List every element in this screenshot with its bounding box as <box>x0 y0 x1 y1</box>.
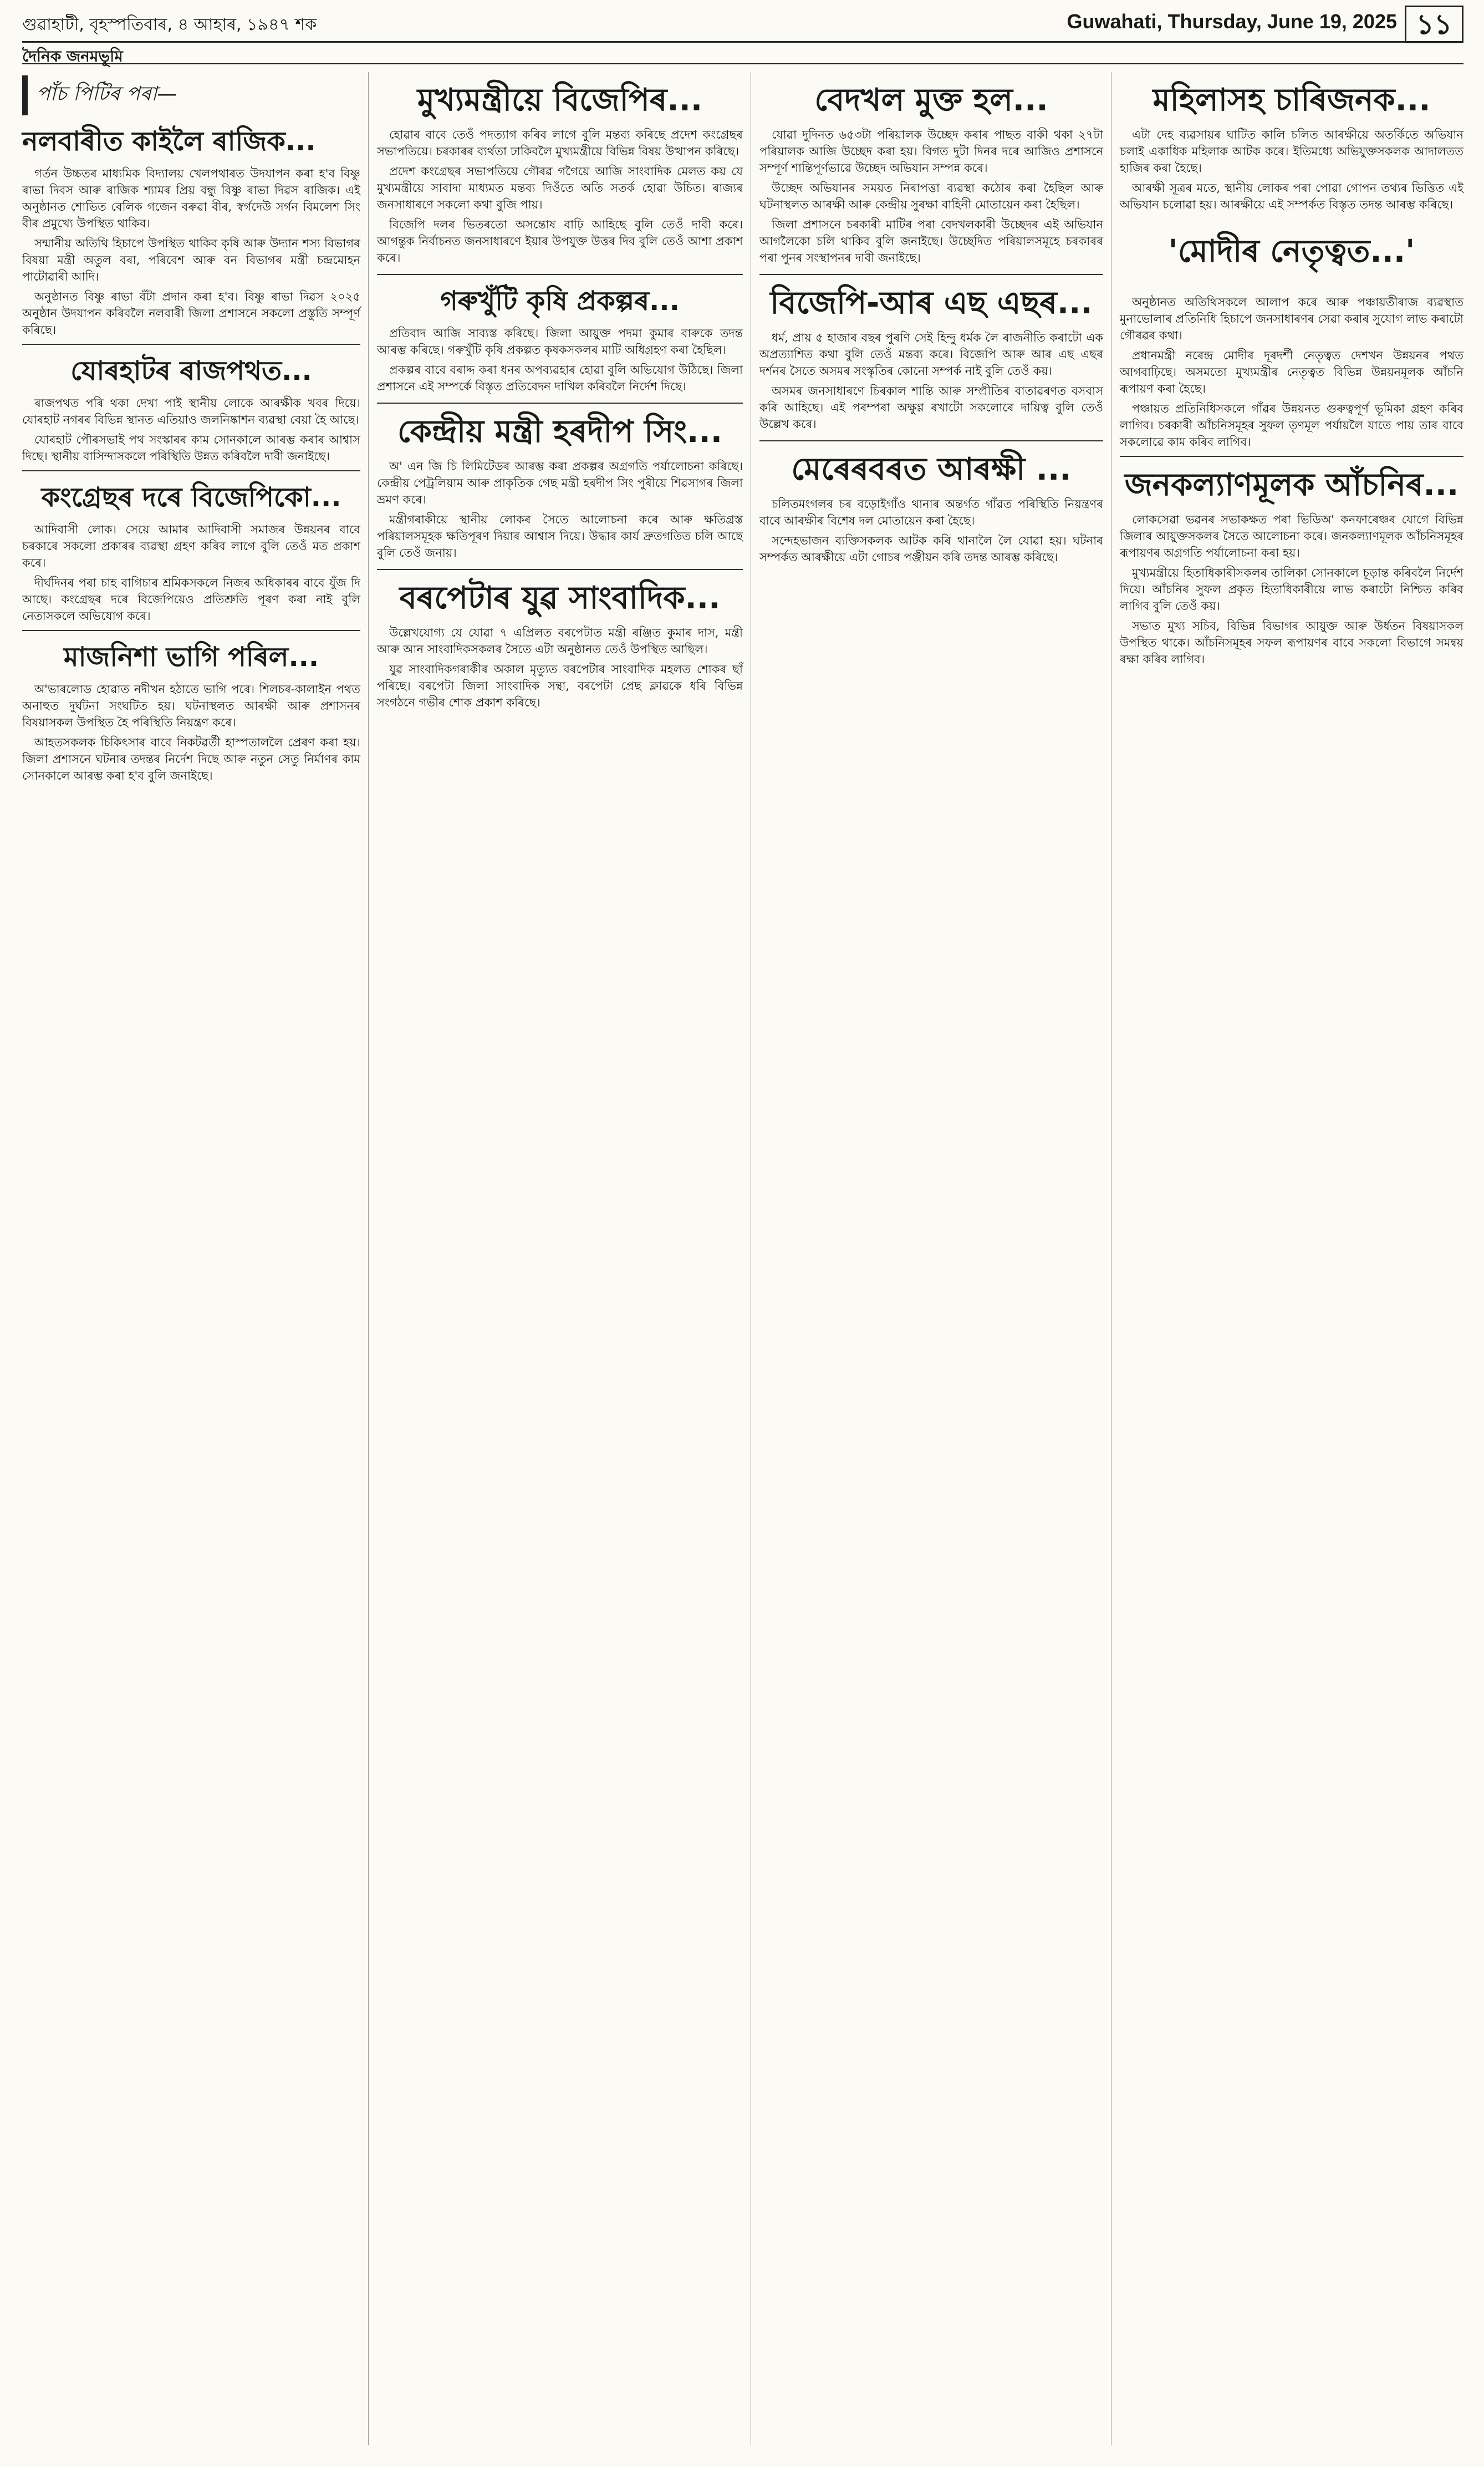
divider <box>759 274 1103 275</box>
headline-hardeep-singh: কেন্দ্ৰীয় মন্ত্ৰী হৰদীপ সিং... <box>397 414 723 450</box>
page-number: ১১ <box>1405 6 1463 43</box>
article-paragraph: পঞ্চায়ত প্ৰতিনিধিসকলে গাঁৱৰ উন্নয়নত গুৰুত্বপূৰ্ণ ভূমিকা গ্ৰহণ কৰিব লাগিব। চৰকাৰী আঁচনিসমূহৰ সুফল তৃণমূল পৰ্যায়লৈ যাতে পায় তাৰ বাবে সকলোৱে কাম কৰিব লাগিব। <box>1120 402 1463 449</box>
article-paragraph: মন্ত্ৰীগৰাকীয়ে স্থানীয় লোকৰ সৈতে আলোচনা কৰে আৰু ক্ষতিগ্ৰস্ত পৰিয়ালসমূহক ক্ষতিপূৰণ দিয়াৰ আশ্বাস দিয়ে। উদ্ধাৰ কাৰ্য দ্ৰুতগতিত চলি আছে বুলি তেওঁ জনায়। <box>377 513 743 559</box>
article-paragraph: দীৰ্ঘদিনৰ পৰা চাহ বাগিচাৰ শ্ৰমিকসকলে নিজৰ অধিকাৰৰ বাবে যুঁজ দি আছে। কংগ্ৰেছৰ দৰে বিজেপিয়েও প্ৰতিশ্ৰুতি পূৰণ কৰা নাই বুলি নেতাসকলে অভিযোগ কৰে। <box>22 576 360 623</box>
divider <box>1120 456 1463 457</box>
headline-women-arrested: মহিলাসহ চাৰিজনক... <box>1152 82 1431 118</box>
article-paragraph: অ'ভাৰলোড হোৱাত নদীখন হঠাতে ভাগি পৰে। শিলচৰ-কালাইন পথত অনাহুত দুৰ্ঘটনা সংঘটিত হয়। ঘটনাস্থলত আৰক্ষী আৰু প্ৰশাসনৰ বিষয়াসকল উপস্থিত হৈ পৰিস্থিতি নিয়ন্ত্ৰণ কৰে। <box>22 683 360 729</box>
article-paragraph: প্ৰদেশ কংগ্ৰেছৰ সভাপতিয়ে গৌৰৱ গগৈয়ে আজি সাংবাদিক মেলত কয় যে মুখ্যমন্ত্ৰীয়ে সাবাদা মাধ্যমত মন্তব্য দিওঁতে অতি সতৰ্ক হোৱা উচিত। ৰাজ্যৰ জনসাধাৰণে সকলো কথা বুজি পায়। <box>377 165 743 211</box>
article-paragraph: মুখ্যমন্ত্ৰীয়ে হিতাধিকাৰীসকলৰ তালিকা সোনকালে চূড়ান্ত কৰিবলৈ নিৰ্দেশ দিয়ে। আঁচনিৰ সুফল প্ৰকৃত হিতাধিকাৰীয়ে লাভ কৰাটো নিশ্চিত কৰিব লাগিব বুলি তেওঁ কয়। <box>1120 566 1463 613</box>
divider <box>22 344 360 345</box>
article-paragraph: গৰ্তন উচ্চতৰ মাধ্যমিক বিদ্যালয় খেলপথাৰত উদযাপন কৰা হ'ব বিষ্ণু ৰাভা দিবস আৰু ৰাজিক শ্যামৰ প্ৰিয় বন্ধু বিষ্ণু ৰাভা দিৱস ৰাজিক। এই অনুষ্ঠানত শোভিত বেলিক গজেন বৰুৱা বীৰ, স্বৰ্গদেউ সৰ্গন বিমলেশ সিং বীৰ প্ৰমুখ্যে উপস্থিত থাকিব। <box>22 167 360 230</box>
article-paragraph: চলিতমংগলৰ চৰ বড়োইগাঁও থানাৰ অন্তৰ্গত গাঁৱত পৰিস্থিতি নিয়ন্ত্ৰণৰ বাবে আৰক্ষীৰ বিশেষ দল মোতায়েন কৰা হৈছে। <box>759 497 1103 527</box>
pull-quote-modi: 'মোদীৰ নেতৃত্বত...' <box>1168 233 1415 269</box>
headline-bjp-rss: বিজেপি-আৰ এছ এছৰ... <box>770 285 1093 321</box>
article-paragraph: ধৰ্ম, প্ৰায় ৫ হাজাৰ বছৰ পুৰণি সেই হিন্দু ধৰ্মক লৈ ৰাজনীতি কৰাটো এক অপ্ৰত্যাশিত কথা বুলি তেওঁ মন্তব্য কৰে। বিজেপি আৰু আৰ এছ এছৰ দৰ্শনৰ সৈতে অসমৰ সংস্কৃতিৰ কোনো সম্পৰ্ক নাই বুলি তেওঁ কয়। <box>759 331 1103 378</box>
divider <box>759 440 1103 441</box>
divider <box>377 274 743 275</box>
headline-chief-minister: মুখ্যমন্ত্ৰীয়ে বিজেপিৰ... <box>417 82 703 118</box>
divider <box>377 569 743 570</box>
article-paragraph: আদিবাসী লোক। সেয়ে আমাৰ আদিবাসী সমাজৰ উন্নয়নৰ বাবে চৰকাৰে সকলো প্ৰকাৰৰ ব্যৱস্থা গ্ৰহণ কৰিব লাগে বুলি তেওঁ মত প্ৰকাশ কৰে। <box>22 523 360 569</box>
headline-nalbari: নলবাৰীত কাইলৈ ৰাজিক... <box>22 126 316 157</box>
article-paragraph: প্ৰধানমন্ত্ৰী নৰেন্দ্ৰ মোদীৰ দূৰদৰ্শী নেতৃত্বত দেশখন উন্নয়নৰ পথত আগবাঢ়িছে। অসমতো মুখ্যমন্ত্ৰীৰ নেতৃত্বত বিভিন্ন উন্নয়নমূলক আঁচনি ৰূপায়ণ কৰা হৈছে। <box>1120 349 1463 395</box>
divider <box>22 470 360 471</box>
headline-eviction: বেদখল মুক্ত হল... <box>814 82 1048 118</box>
article-paragraph: উচ্ছেদ অভিযানৰ সময়ত নিৰাপত্তা ব্যৱস্থা কঠোৰ কৰা হৈছিল আৰু ঘটনাস্থলত আৰক্ষী আৰু কেন্দ্ৰীয় সুৰক্ষা বাহিনী মোতায়েন কৰা হৈছিল। <box>759 181 1103 211</box>
article-paragraph: প্ৰকল্পৰ বাবে বৰাদ্দ কৰা ধনৰ অপব্যৱহাৰ হোৱা বুলি অভিযোগ উঠিছে। জিলা প্ৰশাসনে এই সম্পৰ্কে বিস্তৃত প্ৰতিবেদন দাখিল কৰিবলৈ নিৰ্দেশ দিছে। <box>377 363 743 393</box>
header-date-english: Guwahati, Thursday, June 19, 2025 <box>1067 10 1397 33</box>
article-paragraph: এটা দেহ ব্যৱসায়ৰ ঘাটিত কালি চলিত আৰক্ষীয়ে অতৰ্কিতে অভিযান চলাই একাধিক মহিলাক আটক কৰে। ইতিমধ্যে অভিযুক্তসকলক আদালতত হাজিৰ কৰা হৈছে। <box>1120 128 1463 175</box>
article-paragraph: অ' এন জি চি লিমিটেডৰ আৰম্ভ কৰা প্ৰকল্পৰ অগ্ৰগতি পৰ্যালোচনা কৰিছে। কেন্দ্ৰীয় পেট্ৰলিয়াম আৰু প্ৰাকৃতিক গেছ মন্ত্ৰী হৰদীপ সিং পুৰীয়ে শিৱসাগৰ জিলা ভ্ৰমণ কৰে। <box>377 460 743 506</box>
headline-police: মেৰেৰবৰত আৰক্ষী ... <box>791 451 1072 487</box>
article-paragraph: আহতসকলক চিকিৎসাৰ বাবে নিকটৱৰ্তী হাস্পতাললৈ প্ৰেৰণ কৰা হয়। জিলা প্ৰশাসনে ঘটনাৰ তদন্তৰ নিৰ্দেশ দিছে আৰু নতুন সেতু নিৰ্মাণৰ কাম সোনকালে আৰম্ভ কৰা হ'ব বুলি জনাইছে। <box>22 736 360 782</box>
headline-garukhuti: গৰুখুঁটি কৃষি প্ৰকল্পৰ... <box>440 286 680 317</box>
article-paragraph: সভাত মুখ্য সচিব, বিভিন্ন বিভাগৰ আয়ুক্ত আৰু উৰ্ধতন বিষয়াসকল উপস্থিত থাকে। আঁচনিসমূহৰ সফল ৰূপায়ণৰ বাবে সকলো বিভাগে সমন্বয় ৰক্ষা কৰিব লাগিব। <box>1120 619 1463 666</box>
headline-barpeta-journalist: বৰপেটাৰ যুৱ সাংবাদিক... <box>399 580 721 616</box>
article-paragraph: আৰক্ষী সূত্ৰৰ মতে, স্থানীয় লোকৰ পৰা পোৱা গোপন তথ্যৰ ভিত্তিত এই অভিযান চলোৱা হয়। আৰক্ষীয়ে এই সম্পৰ্কত বিস্তৃত তদন্ত আৰম্ভ কৰিছে। <box>1120 181 1463 211</box>
article-paragraph: ৰাজপথত পৰি থকা দেখা পাই স্থানীয় লোকে আৰক্ষীক খবৰ দিয়ে। যোৰহাট নগৰৰ বিভিন্ন স্থানত এতিয়াও জলনিষ্কাশন ব্যৱস্থা বেয়া হৈ আছে। <box>22 396 360 426</box>
article-paragraph: অসমৰ জনসাধাৰণে চিৰকাল শান্তি আৰু সম্প্ৰীতিৰ বাতাৱৰণত বসবাস কৰি আহিছে। এই পৰম্পৰা অক্ষুণ্ণ ৰখাটো সকলোৰে দায়িত্ব বুলি তেওঁ উল্লেখ কৰে। <box>759 384 1103 431</box>
column-2 <box>377 72 743 714</box>
article-paragraph: অনুষ্ঠানত অতিথিসকলে আলাপ কৰে আৰু পঞ্চায়তীৰাজ ব্যৱস্থাত মুনাভোলাৰ প্ৰতিনিধি হিচাপে জনসাধাৰণৰ সেৱা কৰাৰ সুযোগ লাভ কৰাটো গৌৰৱৰ কথা। <box>1120 296 1463 342</box>
headline-majnisha: মাজনিশা ভাগি পৰিল... <box>63 642 319 673</box>
article-paragraph: অনুষ্ঠানত বিষ্ণু ৰাভা বঁটা প্ৰদান কৰা হ'ব। বিষ্ণু ৰাভা দিৱস ২০২৫ অনুষ্ঠান উদযাপন কৰিবলৈ নলবাৰী জিলা প্ৰশাসনে সকলো প্ৰস্তুতি সম্পূৰ্ণ কৰিছে। <box>22 290 360 337</box>
article-paragraph: সন্দেহভাজন ব্যক্তিসকলক আটক কৰি থানালৈ লৈ যোৱা হয়। ঘটনাৰ সম্পৰ্কত আৰক্ষীয়ে এটা গোচৰ পঞ্জীয়ন কৰি তদন্ত আৰম্ভ কৰিছে। <box>759 534 1103 564</box>
column-1 <box>22 72 360 787</box>
divider <box>22 630 360 631</box>
header-date-assamese: গুৱাহাটী, বৃহস্পতিবাৰ, ৪ আহাৰ, ১৯৪৭ শক <box>22 15 317 34</box>
newspaper-brand: দৈনিক জনমভূমি <box>22 44 1463 64</box>
article-paragraph: যুৱ সাংবাদিকগৰাকীৰ অকাল মৃত্যুত বৰপেটাৰ সাংবাদিক মহলত শোকৰ ছাঁ পৰিছে। বৰপেটা জিলা সাংবাদিক সন্থা, বৰপেটা প্ৰেছ ক্লাৱকে ধৰি বিভিন্ন সংগঠনে গভীৰ শোক প্ৰকাশ কৰিছে। <box>377 663 743 709</box>
article-paragraph: প্ৰতিবাদ আজি সাব্যস্ত কৰিছে। জিলা আয়ুক্ত পদমা কুমাৰ বাৰুকে তদন্ত আৰম্ভ কৰিছে। গৰুখুঁটি কৃষি প্ৰকল্পত কৃষকসকলৰ মাটি অধিগ্ৰহণ কৰা হৈছিল। <box>377 327 743 357</box>
article-paragraph: যোৰহাট পৌৰসভাই পথ সংস্কাৰৰ কাম সোনকালে আৰম্ভ কৰাৰ আশ্বাস দিছে। স্থানীয় বাসিন্দাসকলে পৰিস্থিতি উন্নত কৰিবলৈ দাবী জনাইছে। <box>22 433 360 463</box>
headline-congress-bjp: কংগ্ৰেছৰ দৰে বিজেপিকো... <box>41 482 341 513</box>
column-3 <box>759 72 1103 569</box>
article-paragraph: জিলা প্ৰশাসনে চৰকাৰী মাটিৰ পৰা বেদখলকাৰী উচ্ছেদৰ এই অভিযান আগলৈকো চলি থাকিব বুলি জনাইছে। উচ্ছেদিত পৰিয়ালসমূহে চৰকাৰৰ পৰা পুনৰ সংস্থাপনৰ দাবী জনাইছে। <box>759 218 1103 264</box>
headline-welfare-schemes: জনকল্যাণমূলক আঁচনিৰ... <box>1124 467 1459 503</box>
page-header <box>22 6 1463 43</box>
article-paragraph: হোৱাৰ বাবে তেওঁ পদত্যাগ কৰিব লাগে বুলি মন্তব্য কৰিছে প্ৰদেশ কংগ্ৰেছৰ সভাপতিয়ে। চৰকাৰৰ ব্যৰ্থতা ঢাকিবলৈ মুখ্যমন্ত্ৰীয়ে বিভিন্ন বিষয় উত্থাপন কৰিছে। <box>377 128 743 158</box>
article-paragraph: বিজেপি দলৰ ভিতৰতো অসন্তোষ বাঢ়ি আহিছে বুলি তেওঁ দাবী কৰে। আগন্তুক নিৰ্বাচনত জনসাধাৰণে ইয়াৰ উপযুক্ত উত্তৰ দিব বুলি তেওঁ আশা প্ৰকাশ কৰে। <box>377 218 743 264</box>
article-paragraph: উল্লেখযোগ্য যে যোৱা ৭ এপ্ৰিলত বৰপেটাত মন্ত্ৰী ৰঞ্জিত কুমাৰ দাস, মন্ত্ৰী আৰু আন সাংবাদিকসকলৰ সৈতে এটা অনুষ্ঠানত তেওঁ উপস্থিত আছিল। <box>377 626 743 656</box>
headline-jorhat: যোৰহাটৰ ৰাজপথত... <box>70 355 312 386</box>
section-tag: পাঁচ পিটিৰ পৰা— <box>22 75 360 115</box>
column-divider <box>368 72 369 2445</box>
divider <box>377 403 743 404</box>
article-paragraph: লোকসেৱা ভৱনৰ সভাকক্ষত পৰা ভিডিঅ' কনফাৰেঞ্চৰ যোগে বিভিন্ন জিলাৰ আয়ুক্তসকলৰ সৈতে আলোচনা কৰে। জনকল্যাণমূলক আঁচনিসমূহৰ ৰূপায়ণৰ অগ্ৰগতি পৰ্যালোচনা কৰা হয়। <box>1120 513 1463 559</box>
column-4 <box>1120 72 1463 671</box>
article-paragraph: যোৱা দুদিনত ৬৫৩টা পৰিয়ালক উচ্ছেদ কৰাৰ পাছত বাকী থকা ২৭টা পৰিয়ালক আজি উচ্ছেদ কৰা হয়। বিগত দুটা দিনৰ দৰে আজিও প্ৰশাসনে সম্পূৰ্ণ শান্তিপূৰ্ণভাৱে উচ্ছেদ অভিযান সম্পন্ন কৰে। <box>759 128 1103 175</box>
article-paragraph: সন্মানীয় অতিথি হিচাপে উপস্থিত থাকিব কৃষি আৰু উদ্যান শস্য বিভাগৰ বিষয়া মন্ত্ৰী অতুল বৰা, পৰিবেশ আৰু বন বিভাগৰ মন্ত্ৰী চন্দ্ৰমোহন পাটোৱাৰী আদি। <box>22 237 360 283</box>
